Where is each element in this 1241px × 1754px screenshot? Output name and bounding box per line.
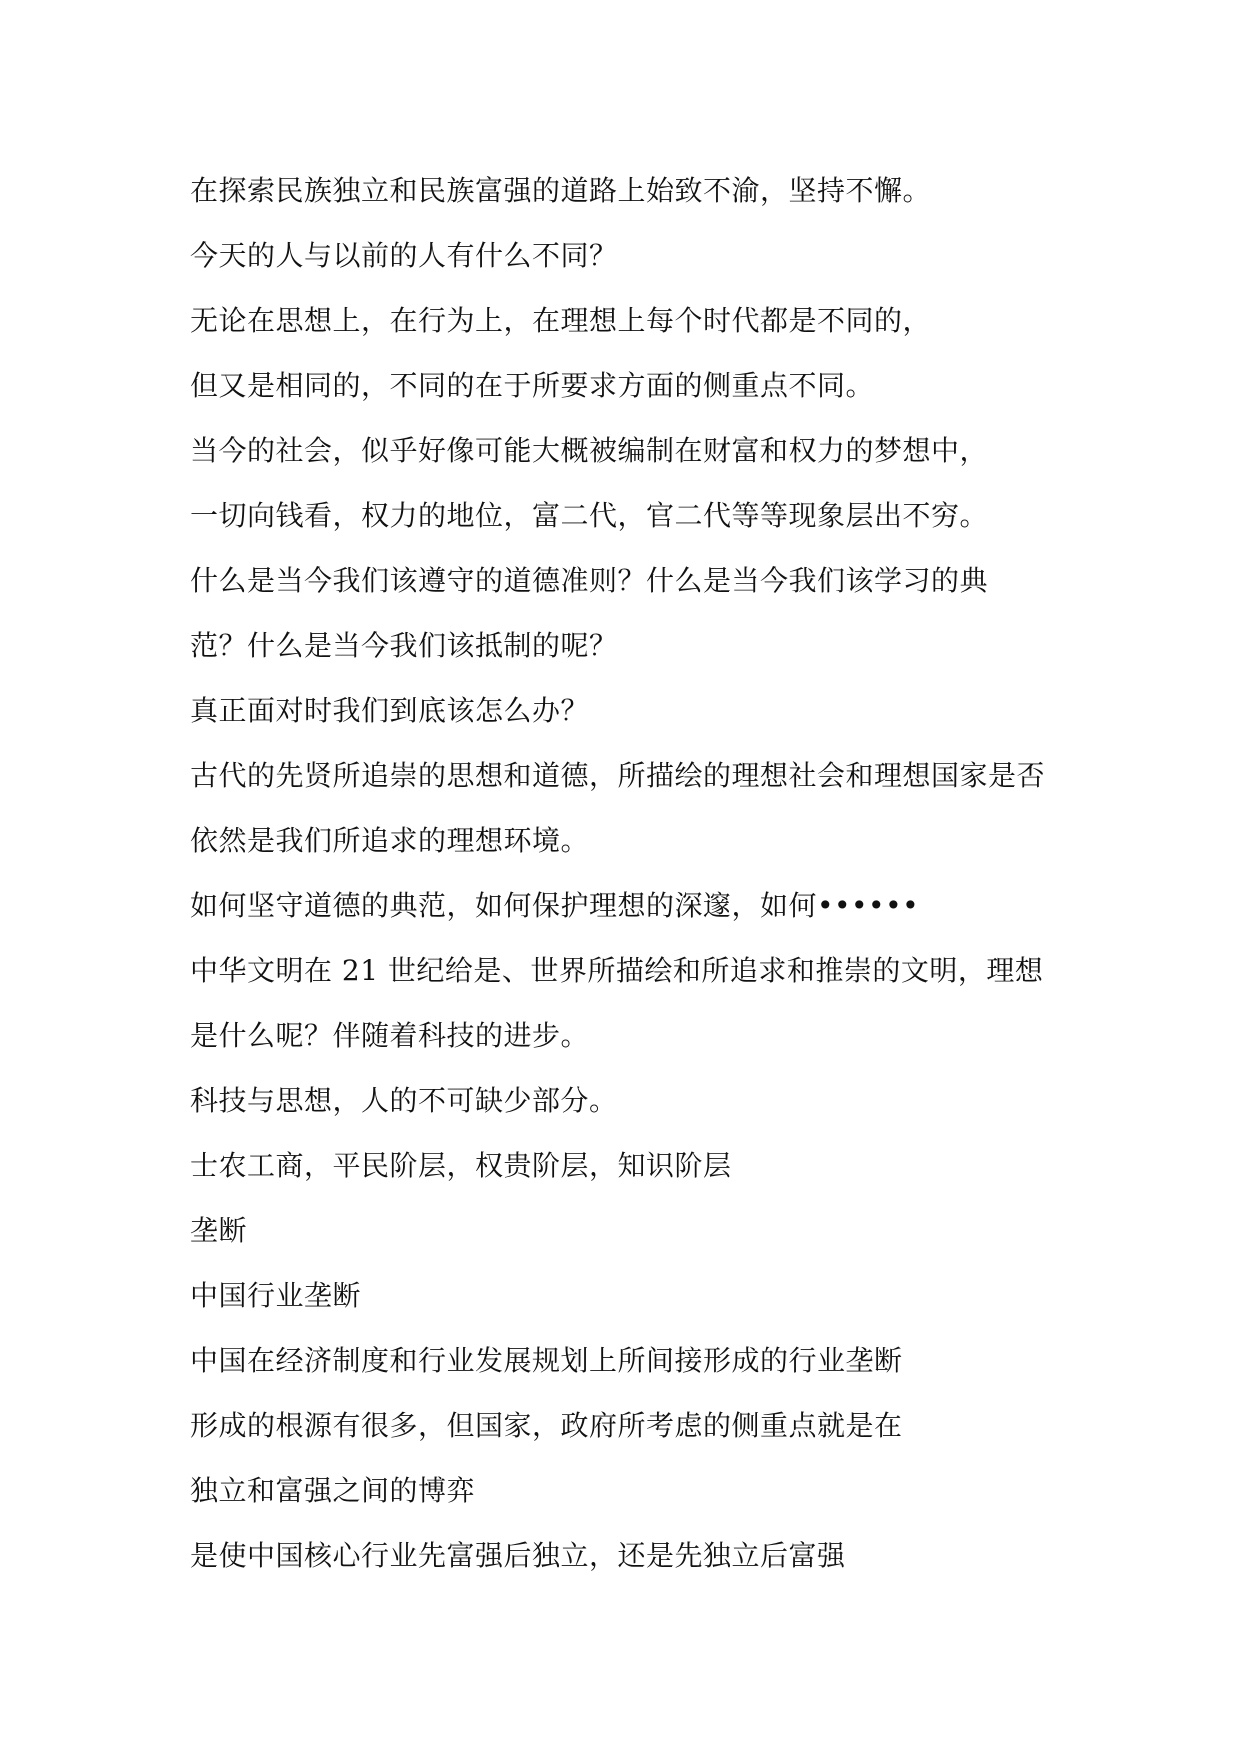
- text-line: 形成的根源有很多，但国家，政府所考虑的侧重点就是在: [190, 1409, 903, 1442]
- text-line: 什么是当今我们该遵守的道德准则？什么是当今我们该学习的典: [190, 564, 989, 597]
- text-line: 范？什么是当今我们该抵制的呢？: [190, 629, 618, 662]
- text-line: 一切向钱看，权力的地位，富二代，官二代等等现象层出不穷。: [190, 499, 989, 532]
- text-line: 无论在思想上，在行为上，在理想上每个时代都是不同的，: [190, 304, 932, 337]
- text-line: 古代的先贤所追崇的思想和道德，所描绘的理想社会和理想国家是否: [190, 759, 1046, 792]
- text-line: 垄断: [190, 1214, 248, 1247]
- text-line: 中国行业垄断: [190, 1279, 362, 1312]
- text-line: 科技与思想，人的不可缺少部分。: [190, 1084, 618, 1117]
- text-line: 当今的社会，似乎好像可能大概被编制在财富和权力的梦想中，: [190, 434, 989, 467]
- text-line: 是使中国核心行业先富强后独立，还是先独立后富强: [190, 1539, 846, 1572]
- text-line: 中华文明在 21 世纪给是、世界所描绘和所追求和推崇的文明，理想: [190, 954, 1044, 987]
- text-line: 但又是相同的，不同的在于所要求方面的侧重点不同。: [190, 369, 875, 402]
- text-line: 中国在经济制度和行业发展规划上所间接形成的行业垄断: [190, 1344, 903, 1377]
- text-line: 独立和富强之间的博弈: [190, 1474, 476, 1507]
- text-line: 真正面对时我们到底该怎么办？: [190, 694, 590, 727]
- text-line: 士农工商，平民阶层，权贵阶层，知识阶层: [190, 1149, 732, 1182]
- text-line: 在探索民族独立和民族富强的道路上始致不渝，坚持不懈。: [190, 174, 932, 207]
- text-line: 今天的人与以前的人有什么不同？: [190, 239, 618, 272]
- text-line: 依然是我们所追求的理想环境。: [190, 824, 590, 857]
- document-body: [190, 158, 1070, 1588]
- text-line: 如何坚守道德的典范，如何保护理想的深邃，如何••••••: [190, 889, 920, 922]
- text-line: 是什么呢？伴随着科技的进步。: [190, 1019, 590, 1052]
